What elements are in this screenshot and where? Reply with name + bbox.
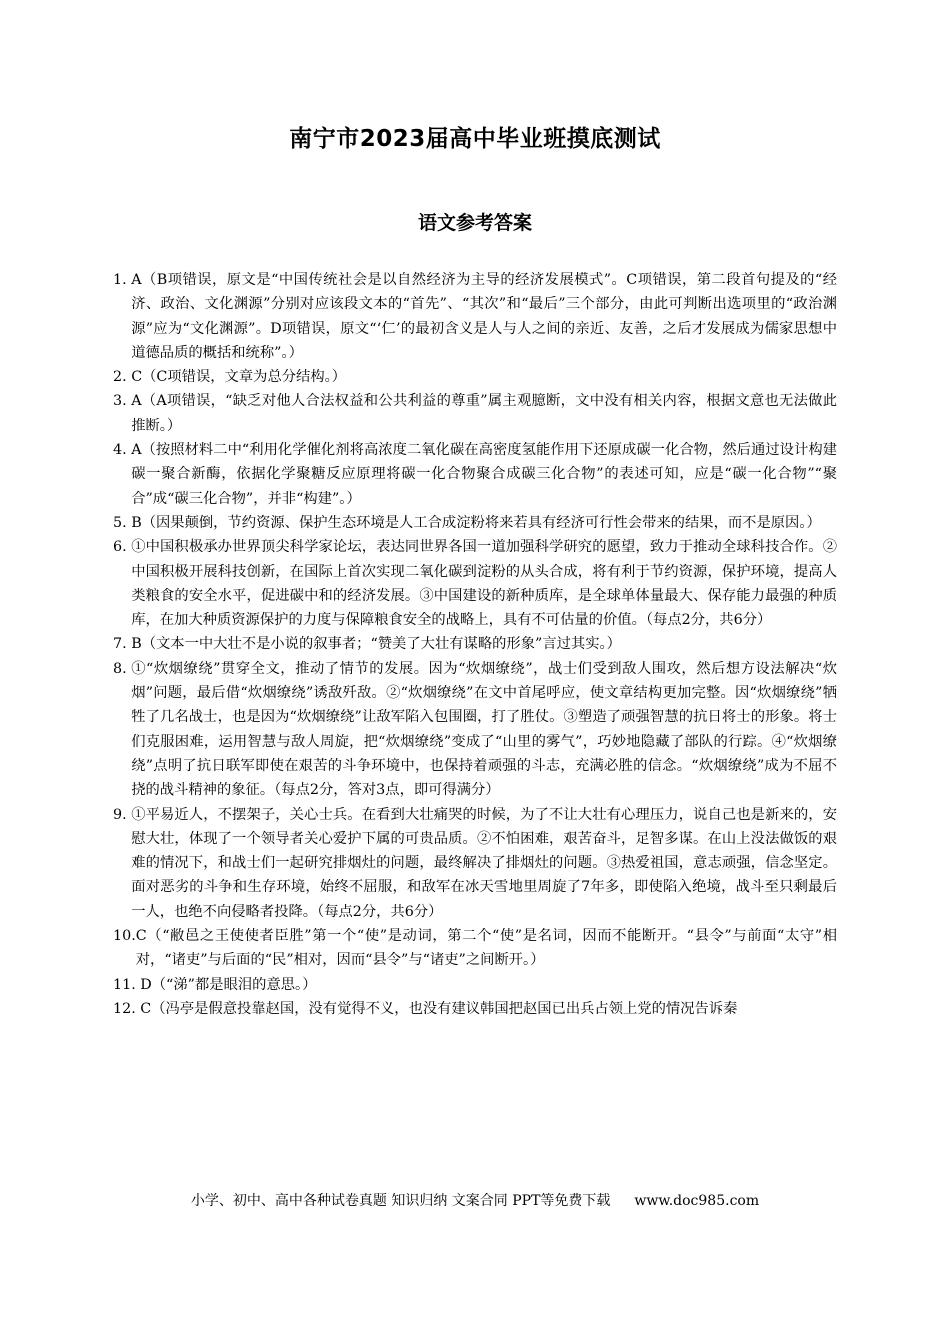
answer-item xyxy=(113,803,837,924)
answer-item xyxy=(113,535,837,632)
answer-number: 6. xyxy=(113,539,132,556)
footer-website: www.doc985.com xyxy=(634,1193,760,1209)
document-subtitle: 语文参考答案 xyxy=(417,212,532,234)
document-title: 南宁市2023届高中毕业班摸底测试 xyxy=(289,126,661,152)
answer-text: ①平易近人，不摆架子，关心士兵。在看到大壮痛哭的时候，为了不让大壮有心理压力，说自己也是新来的，安慰大壮，体现了一个领导者关心爱护下属的可贵品质。②不怕困难，艰苦奋斗，足智多谋。在山上没法做饭的艰难的情况下，和战士们一起研究排烟灶的问题，最终解决了排烟灶的问题。③热爱祖国，意志顽强，信念坚定。面对恶劣的斗争和生存环境，始终不屈服，和敌军在冰天雪地里周旋了7年多，即使陷入绝境，战斗至只剩最后一人，也绝不向侵略者投降。（每点2分，共6分） xyxy=(131,806,837,920)
answer-number: 9. xyxy=(113,806,132,823)
answer-text: D（“涕”都是眼泪的意思。） xyxy=(140,976,317,993)
answer-item xyxy=(113,657,837,803)
answer-number: 11. xyxy=(113,976,141,993)
answer-text: A（A项错误，“缺乏对他人合法权益和公共利益的尊重”属主观臆断，文中没有相关内容，根据文意也无法做此推断。） xyxy=(131,393,837,434)
answer-item xyxy=(113,632,837,656)
answer-text: ①“炊烟缭绕”贯穿全文，推动了情节的发展。因为“炊烟缭绕”，战士们受到敌人围攻，然后想方设法解决“炊烟”问题，最后借“炊烟缭绕”诱敌歼敌。②“炊烟缭绕”在文中首尾呼应，使文章结构更加完整。因“炊烟缭绕”牺牲了几名战士，也是因为“炊烟缭绕”让敌军陷入包围圈，打了胜仗。③塑造了顽强智慧的抗日将士的形象。将士们克服困难，运用智慧与敌人周旋，把“炊烟缭绕”变成了“山里的雾气”，巧妙地隐藏了部队的行踪。④“炊烟缭绕”点明了抗日联军即使在艰苦的斗争环境中，也保持着顽强的斗志，充满必胜的信念。“炊烟缭绕”成为不屈不挠的战斗精神的象征。（每点2分，答对3点，即可得满分） xyxy=(131,660,837,799)
answer-list xyxy=(113,268,837,1021)
answer-number: 7. xyxy=(113,636,132,653)
answer-text: C（“敝邑之王使使者臣胜”第一个“使”是动词，第二个“使”是名词，因而不能断开。“县令”与前面“太守”相对，“诸吏”与后面的“民”相对，因而“县令”与“诸吏”之间断开。） xyxy=(135,928,837,969)
answer-number: 5. xyxy=(113,514,132,531)
answer-item xyxy=(113,438,837,511)
answer-item xyxy=(113,511,837,535)
answer-text: C（冯亭是假意投靠赵国，没有觉得不义，也没有建议韩国把赵国已出兵占领上党的情况告诉秦 xyxy=(140,1000,738,1017)
answer-number: 3. xyxy=(113,393,132,410)
answer-number: 1. xyxy=(113,272,132,288)
answer-number: 4. xyxy=(113,442,132,459)
answer-text: B（文本一中大壮不是小说的叙事者；“赞美了大壮有谋略的形象”言过其实。） xyxy=(131,636,621,653)
answer-text: A（按照材料二中“利用化学催化剂将高浓度二氧化碳在高密度氢能作用下还原成碳一化合物，然后通过设计构建碳一聚合新酶，依据化学聚糖反应原理将碳一化合物聚合成碳三化合物”的表述可知，应是“碳一化合物”“聚合”成“碳三化合物”，并非“构建”。） xyxy=(131,442,837,507)
answer-item xyxy=(113,268,837,365)
answer-text: A（B项错误，原文是“中国传统社会是以自然经济为主导的经济发展模式”。C项错误，第二段首句提及的“经济、政治、文化渊源”分别对应该段文本的“首先”、“其次”和“最后”三个部分，由此可判断出选项里的“政治渊源”应为“文化渊源”。D项错误，原文“‘仁’的最初含义是人与人之间的亲近、友善，之后才发展成为儒家思想中道德品质的概括和统称”。） xyxy=(131,272,837,361)
answer-number: 8. xyxy=(113,660,132,677)
answer-text: ①中国积极承办世界顶尖科学家论坛，表达同世界各国一道加强科学研究的愿望，致力于推动全球科技合作。②中国积极开展科技创新，在国际上首次实现二氧化碳到淀粉的从头合成，将有利于节约资源，保护环境，提高人类粮食的安全水平，促进碳中和的经济发展。③中国建设的新种质库，是全球单体量最大、保存能力最强的种质库，在加大种质资源保护的力度与保障粮食安全的战略上，具有不可估量的价值。（每点2分，共6分） xyxy=(131,539,837,629)
page-footer xyxy=(0,1190,950,1210)
answer-item xyxy=(113,924,837,973)
answer-text: B（因果颠倒，节约资源、保护生态环境是人工合成淀粉将来若具有经济可行性会带来的结果，而不是原因。） xyxy=(131,514,821,531)
answer-item xyxy=(113,997,837,1021)
footer-promo-text: 小学、初中、高中各种试卷真题 知识归纳 文案合同 PPT等免费下载 xyxy=(190,1193,611,1209)
answer-number: 12. xyxy=(113,1000,141,1017)
answer-item xyxy=(113,365,837,389)
answer-number: 2. xyxy=(113,369,132,386)
answer-number: 10. xyxy=(113,928,136,945)
answer-item xyxy=(113,389,837,438)
answer-item xyxy=(113,973,837,997)
answer-text: C（C项错误，文章为总分结构。） xyxy=(131,369,347,386)
